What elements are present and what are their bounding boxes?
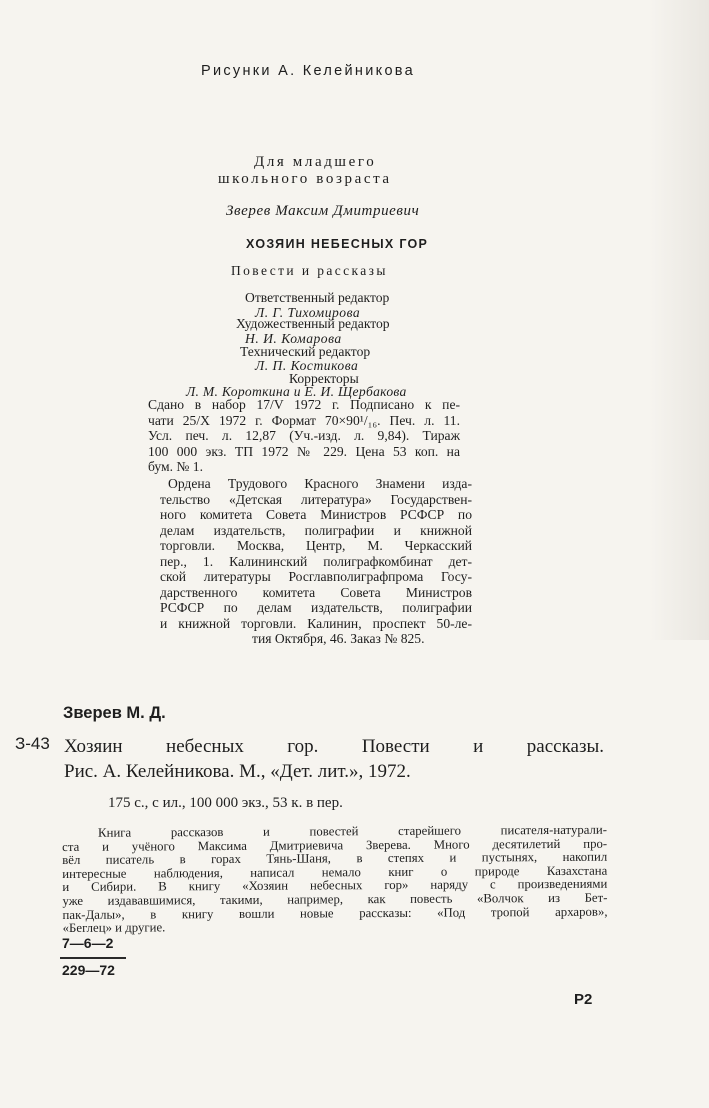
- annotation-line: «Беглец» и другие.: [62, 920, 166, 936]
- genre-line: Повести и рассказы: [231, 263, 388, 278]
- credit-role-art-editor: Художественный редактор: [236, 316, 390, 331]
- age-group-line-2: школьного возраста: [218, 171, 392, 187]
- print-info-line: бум. № 1.: [148, 459, 203, 474]
- catalog-index: З-43: [15, 734, 50, 753]
- catalog-shelf-code: Р2: [574, 991, 593, 1008]
- print-info-block: [148, 397, 460, 475]
- catalog-code-bottom: 229—72: [62, 962, 115, 978]
- credit-name-responsible-editor: Л. Г. Тихомирова: [255, 305, 361, 320]
- publisher-info-line: дарственного комитета Совета Министров: [160, 584, 472, 600]
- catalog-author: Зверев М. Д.: [63, 704, 166, 722]
- annotation-line: уже издававшимися, такими, например, как повесть «Волчок из Бет-: [62, 890, 608, 908]
- publisher-info-line: РСФСР по делам издательств, полиграфии: [160, 600, 472, 615]
- credit-role-responsible-editor: Ответственный редактор: [245, 290, 390, 305]
- credit-role-tech-editor: Технический редактор: [240, 344, 371, 359]
- author-full-name: Зверев Максим Дмитриевич: [226, 203, 420, 219]
- publisher-info-line: делам издательств, полиграфии и книжной: [160, 522, 472, 538]
- facing-page-edge: [649, 0, 709, 640]
- catalog-description: 175 с., с ил., 100 000 экз., 53 к. в пер.: [108, 795, 343, 811]
- annotation-line: и Сибири. В книгу «Хозяин небесных гор» наряду с произведениями: [62, 877, 608, 895]
- print-info-line: 100 000 экз. ТП 1972 № 229. Цена 53 коп. на: [148, 443, 460, 459]
- age-group-line-1: Для младшего: [254, 154, 377, 170]
- catalog-title-line: Хозяин небесных гор. Повести и рассказы.: [64, 736, 604, 757]
- catalog-code-top: 7—6—2: [62, 935, 114, 951]
- annotation-line: интересные наблюдения, написал немало книг о природе Казахстана: [62, 863, 608, 881]
- publisher-info-line: и книжной торговли. Калинин, проспект 50-ле-: [160, 615, 472, 631]
- annotation-line: пак-Далы», в книгу вошли новые рассказы: «Под тропой архаров»,: [62, 904, 608, 922]
- illustrator-credit: Рисунки А. Келейникова: [201, 63, 416, 79]
- annotation-line: Книга рассказов и повестей старейшего писателя-натурали-: [97, 822, 608, 840]
- book-title-caps: ХОЗЯИН НЕБЕСНЫХ ГОР: [246, 237, 429, 251]
- publisher-info-line: торговли. Москва, Центр, М. Черкасский: [160, 538, 472, 553]
- catalog-title-line: Рис. А. Келейникова. М., «Дет. лит.», 1972.: [64, 761, 411, 782]
- publisher-info-line: ской литературы Росглавполиграфпрома Госу-: [160, 569, 472, 584]
- credit-name-tech-editor: Л. П. Костикова: [255, 358, 359, 373]
- catalog-annotation-block: [62, 824, 608, 936]
- credit-role-proofreaders: Корректоры: [289, 371, 359, 386]
- publisher-info-block: [160, 476, 472, 647]
- annotation-line: ста и учёного Максима Дмитриевича Зверева. Много десятилетий про-: [62, 836, 608, 854]
- publisher-info-line: тия Октября, 46. Заказ № 825.: [252, 631, 425, 646]
- annotation-line: вёл писатель в горах Тянь-Шаня, в степях и пустынях, накопил: [62, 849, 608, 868]
- publisher-info-line: Ордена Трудового Красного Знамени изда-: [168, 476, 472, 491]
- publisher-info-line: тельство «Детская литература» Государствен-: [160, 491, 472, 507]
- publisher-info-line: пер., 1. Калининский полиграфкомбинат дет-: [160, 553, 472, 569]
- publisher-info-line: ного комитета Совета Министров РСФСР по: [160, 507, 472, 522]
- catalog-code-rule: [60, 957, 126, 959]
- print-info-line: Сдано в набор 17/V 1972 г. Подписано к пе-: [148, 397, 460, 412]
- print-info-line: чати 25/X 1972 г. Формат 70×90¹/₁₆. Печ. л. 11.: [148, 412, 460, 428]
- credit-name-proofreaders: Л. М. Короткина и Е. И. Щербакова: [186, 384, 407, 399]
- credit-name-art-editor: Н. И. Комарова: [245, 331, 342, 346]
- catalog-title-block: [64, 734, 604, 784]
- print-info-line: Усл. печ. л. 12,87 (Уч.-изд. л. 9,84). Тираж: [148, 428, 460, 443]
